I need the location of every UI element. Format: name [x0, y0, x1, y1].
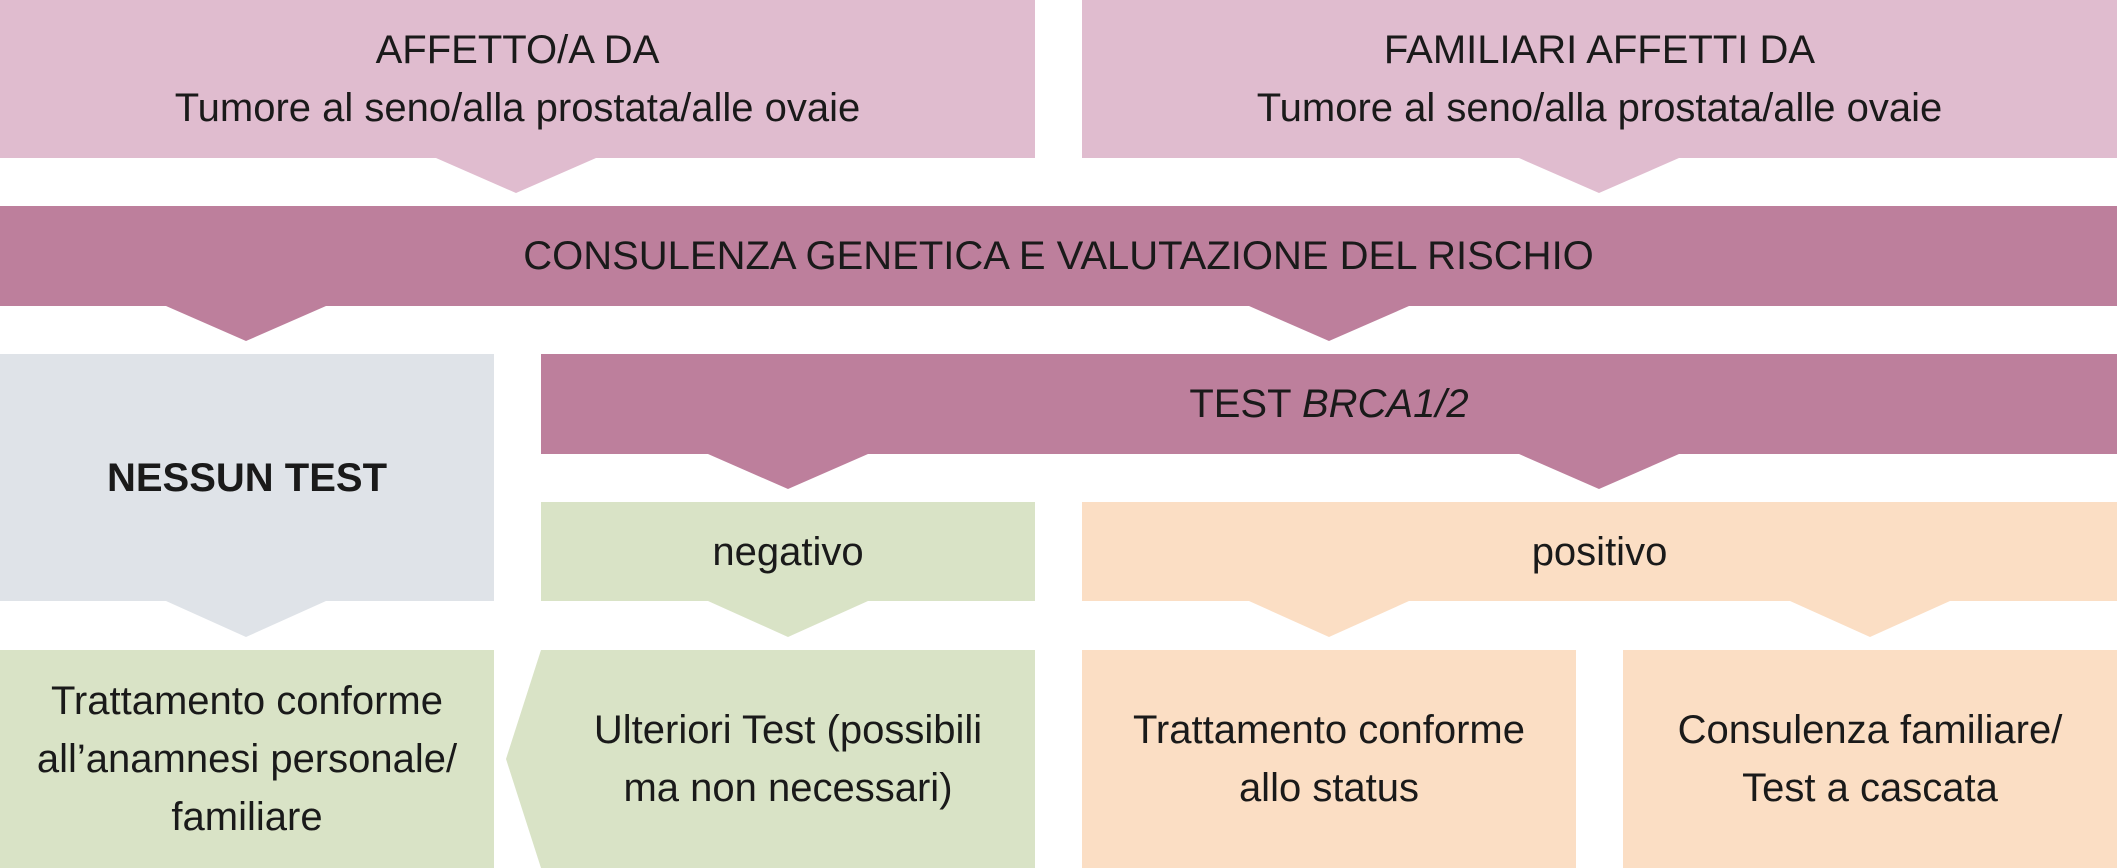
- family-title: FAMILIARI AFFETTI DA: [1383, 28, 1816, 72]
- family-counseling-line1: Consulenza familiare/: [1677, 708, 2063, 752]
- further-tests-line1: Ulteriori Test (possibili: [593, 708, 983, 752]
- further-tests-box: [541, 650, 1035, 868]
- treatment-status-box: [1082, 650, 1576, 868]
- treatment-history-line3: familiare: [171, 795, 323, 839]
- affected-subtitle: Tumore al seno/alla prostata/alle ovaie: [174, 86, 861, 130]
- family-counseling-line2: Test a cascata: [1742, 766, 1998, 810]
- affected-title: AFFETTO/A DA: [375, 28, 660, 72]
- test-prefix: TEST: [1189, 382, 1302, 426]
- further-tests-line2: ma non necessari): [623, 766, 953, 810]
- treatment-history-line2: all’anamnesi personale/: [36, 737, 458, 781]
- treatment-status-line1: Trattamento conforme: [1132, 708, 1525, 752]
- positive-label: positivo: [1531, 529, 1668, 574]
- treatment-history-line1: Trattamento conforme: [50, 679, 443, 723]
- family-counseling-box: [1623, 650, 2117, 868]
- negative-label: negativo: [712, 529, 864, 574]
- family-subtitle: Tumore al seno/alla prostata/alle ovaie: [1256, 86, 1943, 130]
- counseling-label: CONSULENZA GENETICA E VALUTAZIONE DEL RISCHIO: [523, 234, 1594, 278]
- test-gene: BRCA1/2: [1301, 382, 1469, 426]
- no-test-label: NESSUN TEST: [106, 455, 388, 500]
- treatment-status-line2: allo status: [1238, 766, 1420, 810]
